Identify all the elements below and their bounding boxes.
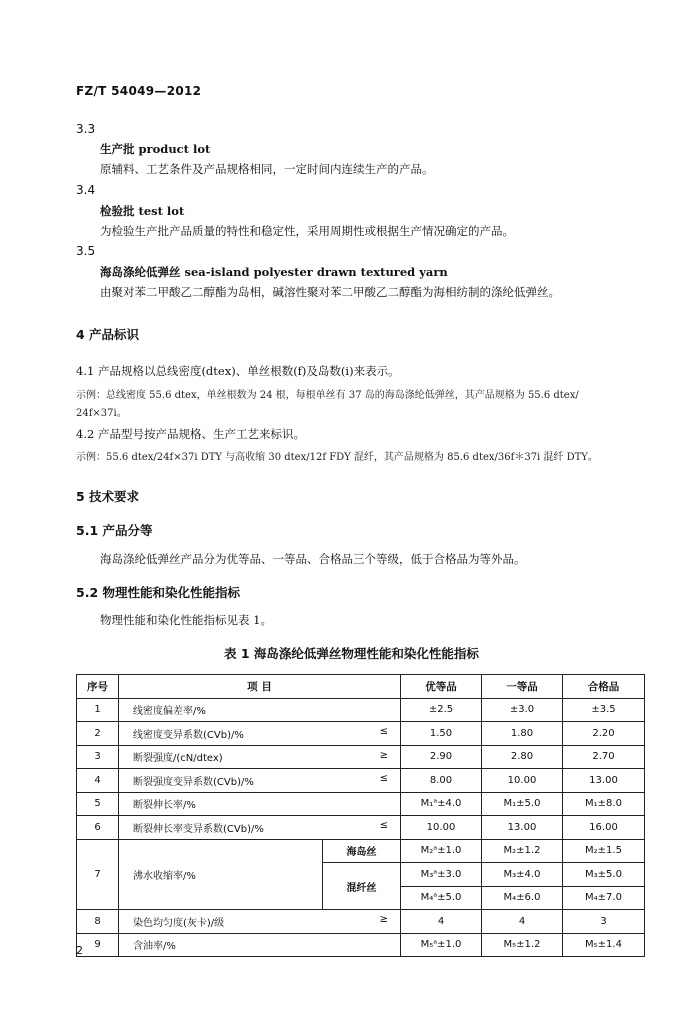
row-value: M₃±5.0 xyxy=(563,863,645,887)
row-no: 3 xyxy=(77,745,119,769)
clause-number: 3.4 xyxy=(76,183,96,197)
row-value: 4 xyxy=(401,910,482,934)
row-value: ±3.5 xyxy=(563,698,645,722)
row-value: M₁±8.0 xyxy=(563,792,645,816)
row-value: 1.80 xyxy=(482,722,563,746)
col-header-no: 序号 xyxy=(77,675,119,699)
col-header-grade-superior: 优等品 xyxy=(401,675,482,699)
table-caption: 表 1 海岛涤纶低弹丝物理性能和染化性能指标 xyxy=(224,646,479,661)
row-value: 13.00 xyxy=(563,769,645,793)
row-value: 1.50 xyxy=(401,722,482,746)
table-row xyxy=(77,910,645,934)
row-no: 1 xyxy=(77,698,119,722)
row-value: ±3.0 xyxy=(482,698,563,722)
row-item-label: 断裂伸长率变异系数(CVb)/% xyxy=(133,823,264,835)
row-value: M₂±1.2 xyxy=(482,839,563,863)
row-item-label: 含油率/% xyxy=(133,941,176,953)
subsection-heading: 5.1 产品分等 xyxy=(76,523,153,538)
row-item xyxy=(119,769,401,793)
row-value: 10.00 xyxy=(482,769,563,793)
example-text: 示例：总线密度 55.6 dtex，单丝根数为 24 根，每根单丝有 37 岛的海岛涤纶低弹丝，其产品规格为 55.6 dtex/ xyxy=(76,390,579,401)
col-header-grade-first: 一等品 xyxy=(482,675,563,699)
table-row xyxy=(77,745,645,769)
row-value: M₅±1.4 xyxy=(563,933,645,957)
row-item-label: 断裂强度变异系数(CVb)/% xyxy=(133,776,254,788)
table-row xyxy=(77,933,645,957)
col-header-item: 项 目 xyxy=(119,675,401,699)
row-item xyxy=(119,910,401,934)
page-number: 2 xyxy=(76,944,83,957)
table-row xyxy=(77,769,645,793)
row-value: M₄±7.0 xyxy=(563,886,645,910)
row-no: 9 xyxy=(77,933,119,957)
row-value: 10.00 xyxy=(401,816,482,840)
row-no: 7 xyxy=(77,839,119,910)
row-value: M₃ᵃ±3.0 xyxy=(401,863,482,887)
row-value: 2.80 xyxy=(482,745,563,769)
row-item xyxy=(119,792,401,816)
row-no: 8 xyxy=(77,910,119,934)
row-comparator: ≥ xyxy=(379,914,388,925)
table-row xyxy=(77,792,645,816)
row-value: 16.00 xyxy=(563,816,645,840)
row-value: 2.90 xyxy=(401,745,482,769)
row-value: 13.00 xyxy=(482,816,563,840)
standard-number: FZ/T 54049—2012 xyxy=(76,84,202,98)
table-row xyxy=(77,722,645,746)
row-item-label: 线密度变异系数(CVb)/% xyxy=(133,729,244,741)
row-item-label: 断裂伸长率/% xyxy=(133,800,196,812)
table-row xyxy=(77,839,645,863)
table-header-row xyxy=(77,675,645,699)
row-value: ±2.5 xyxy=(401,698,482,722)
row-value: M₅ᵃ±1.0 xyxy=(401,933,482,957)
term-definition: 由聚对苯二甲酸乙二醇酯为岛相，碱溶性聚对苯二甲酸乙二醇酯为海相纺制的涤纶低弹丝。 xyxy=(100,285,560,299)
row-no: 5 xyxy=(77,792,119,816)
row-no: 2 xyxy=(77,722,119,746)
row-value: M₄ᵃ±5.0 xyxy=(401,886,482,910)
row-value: M₄±6.0 xyxy=(482,886,563,910)
row-value: 4 xyxy=(482,910,563,934)
col-header-grade-qualified: 合格品 xyxy=(563,675,645,699)
table-row xyxy=(77,698,645,722)
term-heading: 海岛涤纶低弹丝 sea-island polyester drawn textured yarn xyxy=(100,265,448,279)
subsection-heading: 5.2 物理性能和染化性能指标 xyxy=(76,585,240,600)
body-text: 海岛涤纶低弹丝产品分为优等品、一等品、合格品三个等级，低于合格品为等外品。 xyxy=(100,552,526,566)
row-value: 8.00 xyxy=(401,769,482,793)
sub-item-label: 海岛丝 xyxy=(323,839,401,863)
row-item xyxy=(119,745,401,769)
term-definition: 为检验生产批产品质量的特性和稳定性，采用周期性或根据生产情况确定的产品。 xyxy=(100,224,514,238)
spec-table xyxy=(76,674,645,957)
row-item-label: 线密度偏差率/% xyxy=(133,706,206,718)
body-text: 物理性能和染化性能指标见表 1。 xyxy=(100,613,272,627)
clause-text: 4.2 产品型号按产品规格、生产工艺来标识。 xyxy=(76,427,305,441)
example-text: 示例：55.6 dtex/24f×37i DTY 与高收缩 30 dtex/12f FDY 混纤，其产品规格为 85.6 dtex/36f＊37i 混纤 DTY。 xyxy=(76,452,598,463)
term-heading: 检验批 test lot xyxy=(100,204,185,218)
clause-number: 3.3 xyxy=(76,122,96,136)
row-no: 6 xyxy=(77,816,119,840)
term-definition: 原辅料、工艺条件及产品规格相同，一定时间内连续生产的产品。 xyxy=(100,162,434,176)
row-item: 沸水收缩率/% xyxy=(119,839,323,910)
row-item xyxy=(119,933,401,957)
table-row xyxy=(77,816,645,840)
clause-text: 4.1 产品规格以总线密度(dtex)、单丝根数(f)及岛数(i)来表示。 xyxy=(76,364,400,378)
row-item-label: 染色均匀度(灰卡)/级 xyxy=(133,917,225,929)
row-value: M₂ᵃ±1.0 xyxy=(401,839,482,863)
row-comparator: ≤ xyxy=(379,820,388,831)
row-comparator: ≤ xyxy=(379,773,388,784)
clause-number: 3.5 xyxy=(76,244,96,258)
row-value: M₁ᵃ±4.0 xyxy=(401,792,482,816)
row-comparator: ≤ xyxy=(379,726,388,737)
row-value: M₁±5.0 xyxy=(482,792,563,816)
section-heading: 4 产品标识 xyxy=(76,327,140,342)
row-value: M₅±1.2 xyxy=(482,933,563,957)
section-heading: 5 技术要求 xyxy=(76,489,140,504)
row-value: 2.70 xyxy=(563,745,645,769)
row-item-label: 断裂强度/(cN/dtex) xyxy=(133,753,223,765)
row-item xyxy=(119,816,401,840)
row-item xyxy=(119,698,401,722)
row-value: M₂±1.5 xyxy=(563,839,645,863)
row-comparator: ≥ xyxy=(379,749,388,761)
row-value: 3 xyxy=(563,910,645,934)
row-no: 4 xyxy=(77,769,119,793)
row-item xyxy=(119,722,401,746)
sub-item-label: 混纤丝 xyxy=(323,863,401,910)
row-value: M₃±4.0 xyxy=(482,863,563,887)
term-heading: 生产批 product lot xyxy=(100,142,211,156)
row-value: 2.20 xyxy=(563,722,645,746)
example-text: 24f×37i。 xyxy=(76,408,127,419)
